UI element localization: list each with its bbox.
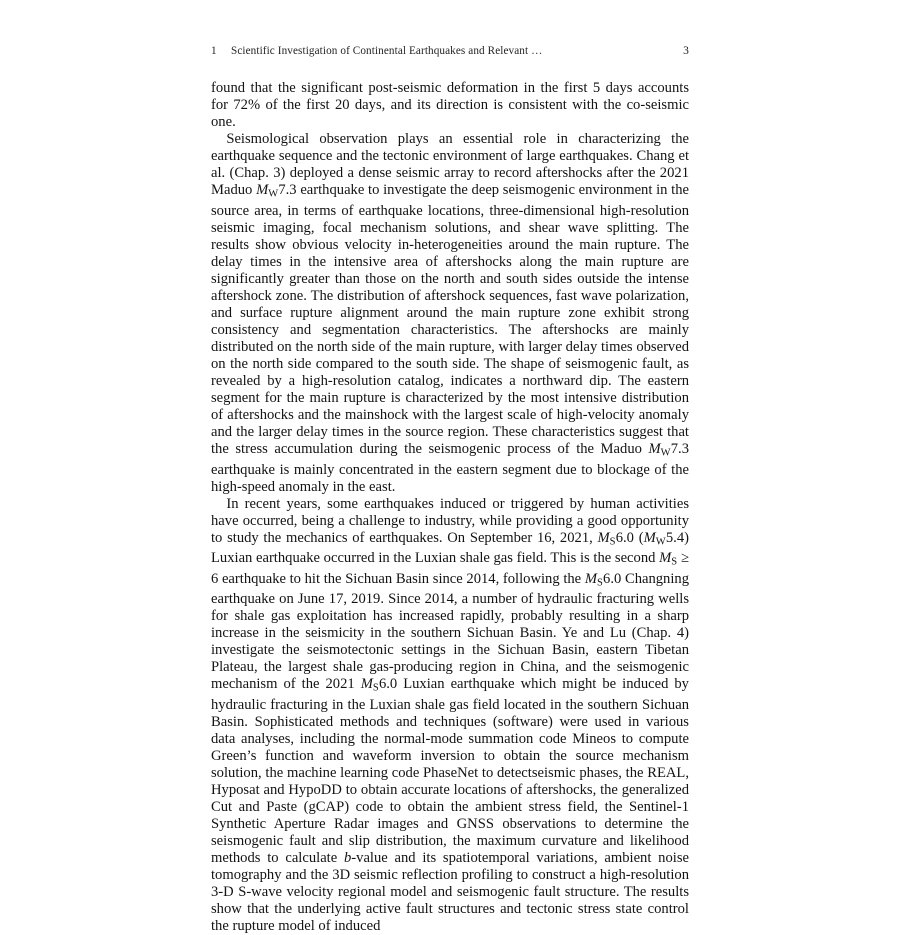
paragraph: Seismological observation plays an essential role in characterizing the earthquake sequence and the tectonic environment of large earthquakes. Chang et al. (Chap. 3) deployed a dense seismic array to record aftershocks after the 2021 Maduo MW7.3 earthquake to investigate the deep seismogenic environment in the source area, in terms of earthquake locations, three-dimensional high-resolution seismic imaging, focal mechanism solutions, and shear wave splitting. The results show obvious velocity in-heterogeneities around the main rupture. The delay times in the intensive area of aftershocks along the main rupture are significantly greater than those on the north and south sides outside the intense aftershock zone. The distribution of aftershock sequences, fast wave polarization, and surface rupture alignment around the main rupture zone exhibit strong consistency and segmentation characteristics. The aftershocks are mainly distributed on the north side of the main rupture, with larger delay times observed on the north side compared to the south side. The shape of seismogenic fault, as revealed by a high-resolution catalog, indicates a northward dip. The eastern segment for the main rupture is characterized by the most intensive distribution of aftershocks and the mainshock with the largest scale of high-velocity anomaly and the larger delay times in the source region. These characteristics suggest that the stress accumulation during the seismogenic process of the Maduo MW7.3 earthquake is mainly concentrated in the eastern segment due to blockage of the high-speed anomaly in the east. (211, 131, 689, 495)
italic-variable: b (343, 849, 352, 866)
magnitude-notation (256, 182, 297, 198)
magnitude-value: 6.0 (603, 570, 622, 587)
magnitude-value: 7.3 (670, 441, 689, 458)
magnitude-symbol: M (659, 550, 672, 567)
magnitude-symbol: M (648, 441, 661, 458)
magnitude-symbol: M (584, 570, 597, 587)
running-head (211, 44, 689, 60)
running-head-chapter-number: 1 (211, 45, 217, 57)
magnitude-subscript: W (655, 536, 666, 548)
magnitude-notation (585, 571, 621, 587)
magnitude-notation (361, 676, 397, 692)
paragraph: In recent years, some earthquakes induced or triggered by human activities have occurred, being a challenge to industry, while providing a good opportunity to study the mechanics of earthquakes. On September 16, 2021, MS6.0 (MW5.4) Luxian earthquake occurred in the Luxian shale gas field. This is the second MS ≥ 6 earthquake to hit the Sichuan Basin since 2014, following the MS6.0 Changning earthquake on June 17, 2019. Since 2014, a number of hydraulic fracturing wells for shale gas exploitation has increased rapidly, probably resulting in a sharp increase in the seismicity in the southern Sichuan Basin. Ye and Lu (Chap. 4) investigate the seismotectonic settings in the Sichuan Basin, eastern Tibetan Plateau, the largest shale gas-producing region in China, and the seismogenic mechanism of the 2021 MS6.0 Luxian earthquake which might be induced by hydraulic fracturing in the Luxian shale gas field located in the southern Sichuan Basin. Sophisticated methods and techniques (software) were used in various data analyses, including the normal-mode summation code Mineos to compute Green’s function and waveform inversion to obtain the source mechanism solution, the machine learning code PhaseNet to detectseismic phases, the REAL, Hyposat and HypoDD to obtain accurate locations of aftershocks, the generalized Cut and Paste (gCAP) code to obtain the ambient stress field, the Sentinel-1 Synthetic Aperture Radar images and GNSS observations to determine the seismogenic fault and slip distribution, the maximum curvature and likelihood methods to calculate b-value and its spatiotemporal variations, ambient noise tomography and the 3D seismic reflection profiling to construct a high-resolution 3-D S-wave velocity regional model and seismogenic fault structure. The results show that the underlying active fault structures and tectonic stress state control the rupture model of induced (211, 495, 690, 935)
magnitude-symbol: M (597, 529, 610, 546)
page-number: 3 (683, 45, 689, 57)
magnitude-value: 6.0 (615, 529, 634, 546)
magnitude-symbol: M (360, 676, 373, 693)
paragraph: found that the significant post-seismic deformation in the first 5 days accounts for 72% of the first 20 days, and its direction is consistent with the co-seismic one. (211, 80, 689, 131)
magnitude-subscript: W (660, 447, 671, 459)
magnitude-subscript: W (268, 188, 279, 200)
running-head-title: Scientific Investigation of Continental Earthquakes and Relevant … (231, 45, 543, 57)
magnitude-notation (644, 530, 685, 546)
page-text-block (211, 44, 689, 935)
magnitude-notation (659, 550, 677, 566)
magnitude-subscript: S (671, 556, 678, 568)
magnitude-value: 6.0 (378, 676, 398, 693)
magnitude-symbol: M (643, 529, 656, 546)
magnitude-symbol: M (256, 182, 269, 199)
magnitude-notation (598, 530, 634, 546)
body-text (211, 80, 689, 935)
magnitude-value: 5.4 (665, 529, 685, 546)
magnitude-notation (648, 441, 689, 457)
magnitude-value: 7.3 (278, 182, 297, 199)
magnitude-subscript: S (372, 682, 379, 694)
magnitude-subscript: S (596, 576, 604, 588)
magnitude-subscript: S (609, 536, 616, 548)
